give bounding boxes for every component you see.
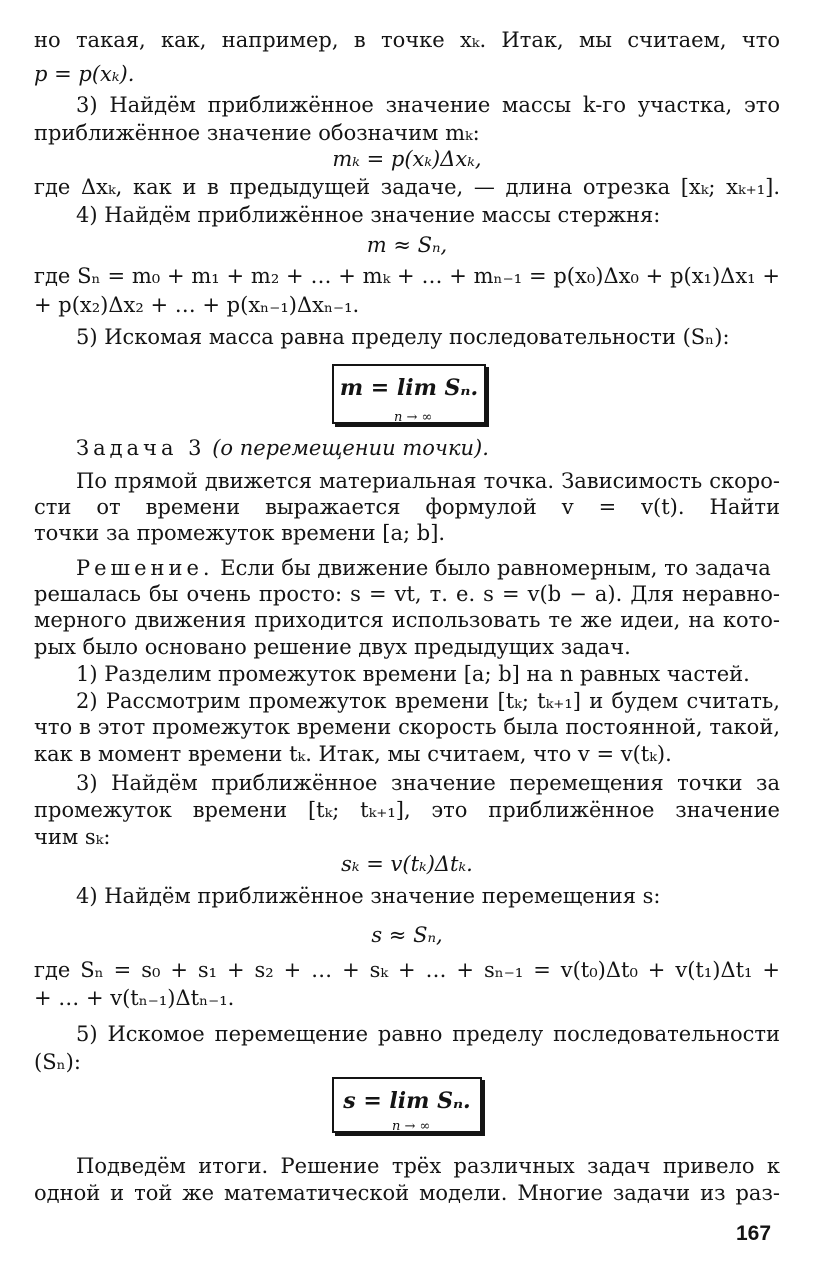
text-line: Подведём итоги. Решение трёх различных задач привело к — [76, 1154, 780, 1178]
text-line: чим sₖ: — [34, 825, 111, 849]
text-line: 5) Искомая масса равна пределу последовательности (Sₙ): — [76, 325, 730, 349]
text-line: 3) Найдём приближённое значение перемещения точки за — [76, 771, 780, 795]
text-line: 1) Разделим промежуток времени [a; b] на n равных частей. — [76, 662, 750, 686]
text-line: 5) Искомое перемещение равно пределу последовательности — [76, 1022, 780, 1046]
text-line: (Sₙ): — [34, 1050, 81, 1074]
text-line: p = p(xₖ). — [34, 62, 135, 86]
formula-box-mass — [332, 364, 486, 424]
text-line: По прямой движется материальная точка. Зависимость скоро- — [76, 469, 780, 493]
text-line: где Sₙ = m₀ + m₁ + m₂ + … + mₖ + … + mₙ₋₁ = p(x₀)Δx₀ + p(x₁)Δx₁ + — [34, 264, 780, 288]
formula-limit-sub: n → ∞ — [392, 1119, 431, 1134]
text-line: одной и той же математической модели. Многие задачи из раз- — [34, 1181, 780, 1205]
text-line: 4) Найдём приближённое значение массы стержня: — [76, 203, 661, 227]
text-line: промежуток времени [tₖ; tₖ₊₁], это приближённое значение — [34, 798, 780, 822]
text-line: как в момент времени tₖ. Итак, мы считаем, что v = v(tₖ). — [34, 742, 672, 766]
solution-label: Решение. — [76, 556, 214, 580]
text-line: 3) Найдём приближённое значение массы k-го участка, это — [76, 93, 780, 117]
formula-box-displacement — [332, 1077, 482, 1133]
formula-limit-sub: n → ∞ — [394, 410, 433, 425]
text-line: что в этот промежуток времени скорость была постоянной, такой, — [34, 715, 780, 739]
task-label: Задача 3 — [76, 436, 206, 460]
text-line: + … + v(tₙ₋₁)Δtₙ₋₁. — [34, 986, 235, 1010]
text-line: 4) Найдём приближённое значение перемещения s: — [76, 884, 661, 908]
text-line: где Δxₖ, как и в предыдущей задаче, — длина отрезка [xₖ; xₖ₊₁]. — [34, 175, 780, 199]
task-heading — [76, 435, 780, 461]
solution-line — [76, 555, 780, 581]
formula: sₖ = v(tₖ)Δtₖ. — [341, 852, 473, 876]
formula: s ≈ Sₙ, — [371, 923, 443, 947]
text-line: сти от времени выражается формулой v = v(t). Найти — [34, 495, 780, 519]
text-line: рых было основано решение двух предыдущих задач. — [34, 635, 631, 659]
text-line: + p(x₂)Δx₂ + … + p(xₙ₋₁)Δxₙ₋₁. — [34, 293, 360, 317]
text-line: мерного движения приходится использовать те же идеи, на кото- — [34, 608, 780, 632]
task-topic: (о перемещении точки). — [212, 436, 489, 460]
formula-main: m = lim Sₙ. — [339, 375, 479, 401]
solution-text: Если бы движение было равномерным, то задача — [220, 556, 771, 580]
text-line: где Sₙ = s₀ + s₁ + s₂ + … + sₖ + … + sₙ₋₁ = v(t₀)Δt₀ + v(t₁)Δt₁ + — [34, 958, 780, 982]
formula: mₖ = p(xₖ)Δxₖ, — [332, 147, 482, 171]
text-line: приближённое значение обозначим mₖ: — [34, 121, 480, 145]
page-number: 167 — [736, 1222, 772, 1245]
text-line: точки за промежуток времени [a; b]. — [34, 521, 446, 545]
text-line: решалась бы очень просто: s = vt, т. е. s = v(b − a). Для неравно- — [34, 582, 780, 606]
text-line: 2) Рассмотрим промежуток времени [tₖ; tₖ₊₁] и будем считать, — [76, 689, 780, 713]
formula-main: s = lim Sₙ. — [343, 1088, 471, 1114]
formula: m ≈ Sₙ, — [366, 233, 448, 257]
text-line: но такая, как, например, в точке xₖ. Итак, мы считаем, что — [34, 28, 780, 52]
